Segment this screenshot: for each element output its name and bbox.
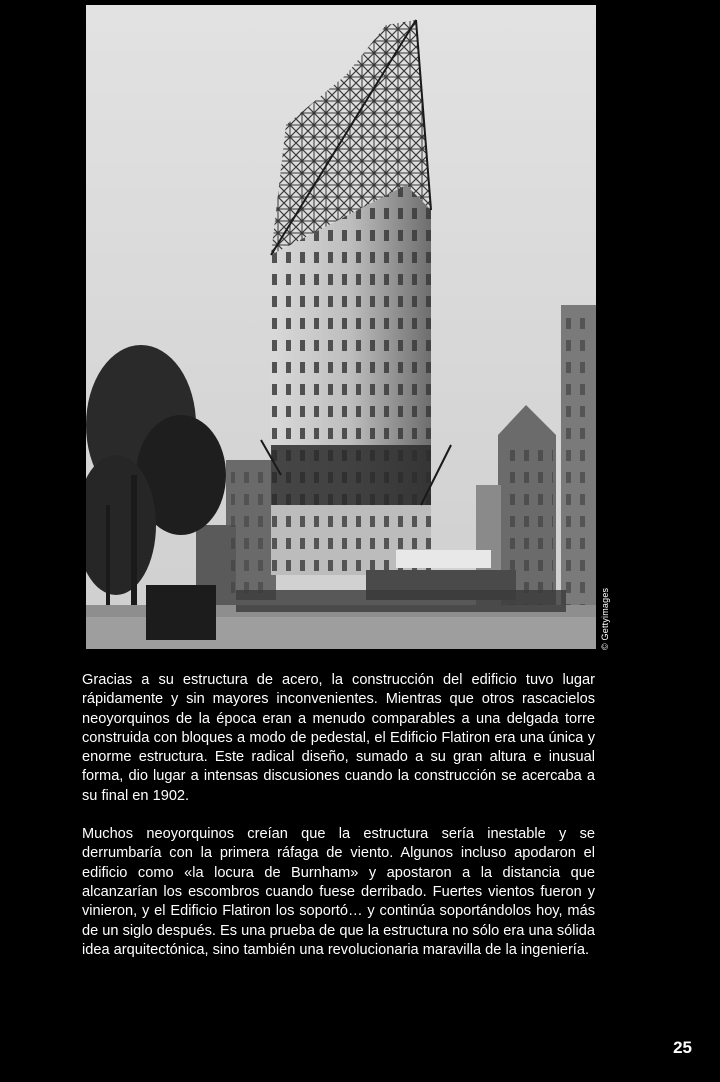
page-number: 25 [673,1038,692,1057]
article-body [82,671,595,979]
carriage [146,585,216,640]
paragraph-1: Gracias a su estructura de acero, la construcción del edificio tuvo lugar rápidamente y sin mayores inconvenientes. Mientras que otros rascacielos neoyorquinos de la época eran a menudo comparables a una delgada torre construida con bloques a modo de pedestal, el Edificio Flatiron era una única y enorme estructura. Este radical diseño, sumado a su gran altura e inusual forma, dio lugar a intensas discusiones cuando la construcción se acercaba a su final en 1902. [82,672,595,804]
photo-credit: © Gettyimages [600,587,610,650]
paragraph-2: Muchos neoyorquinos creían que la estructura sería inestable y se derrumbaría con la primera ráfaga de viento. Algunos incluso apodaron el edificio como «la locura de Burnham» y apostaron a la distancia que alcanzarían los escombros cuando fuese derribado. Fuertes vientos fueron y vinieron, y el Edificio Flatiron los soportó… y continúa soportándolos hoy, más de un siglo después. Es una prueba de que la estructura no sólo era una sólida idea arquitectónica, sino también una revolucionaria maravilla de la ingeniería. [82,826,595,958]
flatiron-construction-photo [86,5,596,649]
storefront-sign [396,550,491,568]
